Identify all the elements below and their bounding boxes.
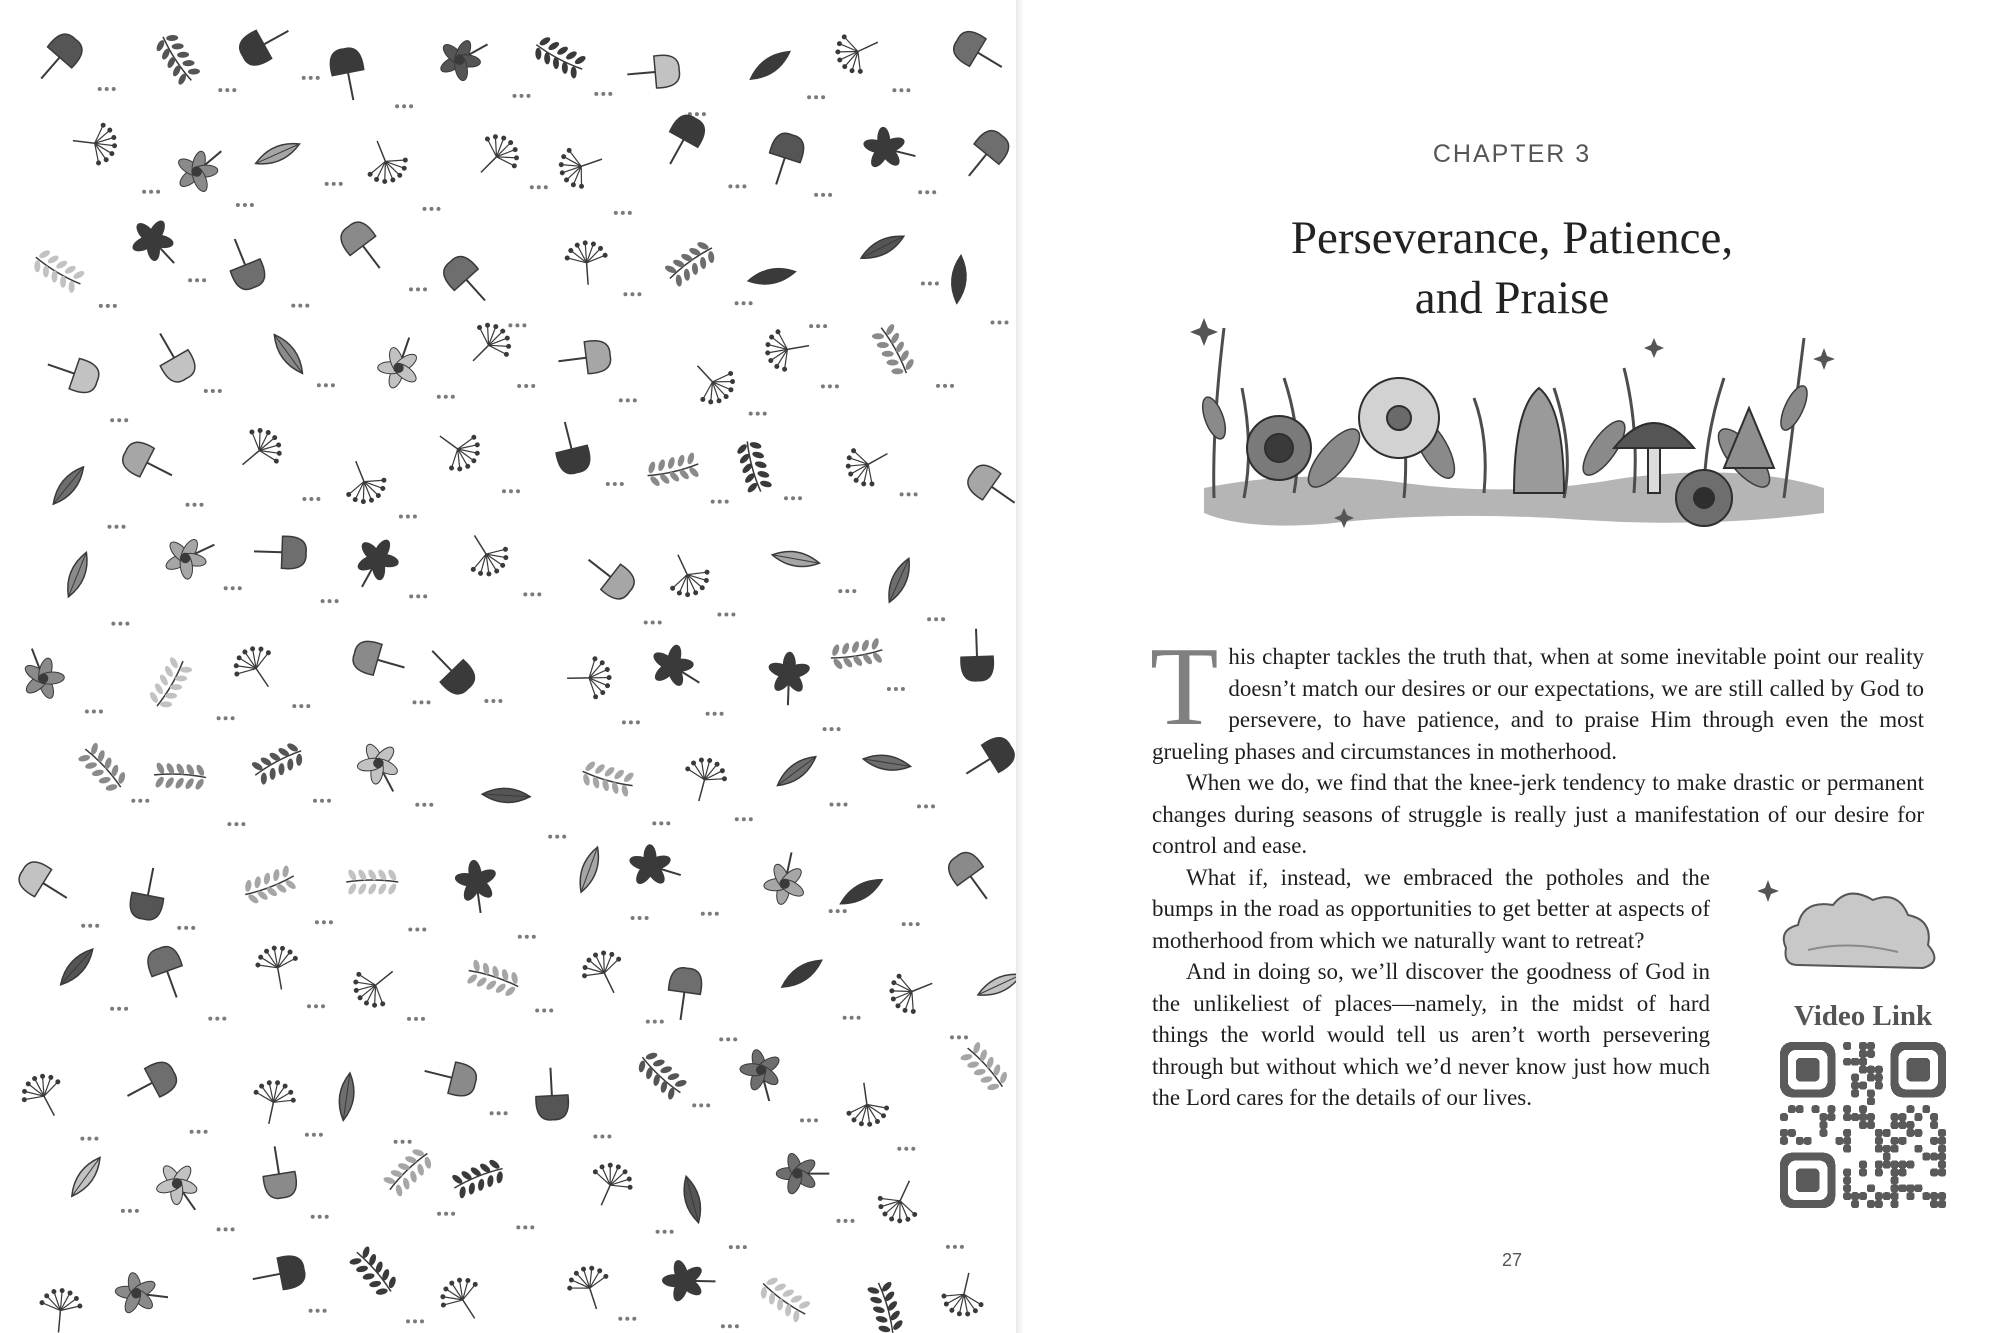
cloud-icon xyxy=(1758,870,1968,990)
floral-border-ornament xyxy=(1184,298,1844,538)
chapter-title-line-1: Perseverance, Patience, xyxy=(1290,212,1734,264)
chapter-page xyxy=(1024,0,2000,1333)
page-number: 27 xyxy=(1501,1250,1523,1270)
paragraph-1 xyxy=(1150,625,1924,767)
chapter-title-line-2: and Praise xyxy=(1414,272,1610,324)
paragraph-4: And in doing so, we’ll discover the goodness of God in the unlikeliest of places—namely, in the midst of hard things the world would tell us aren’t worth persevering through but without which we’d never know just how much the Lord cares for the details of our lives. xyxy=(1152,959,1710,1110)
page-gutter xyxy=(1016,0,1024,1333)
paragraph-3: What if, instead, we embraced the potholes and the bumps in the road as opportunities to get better at aspects of motherhood from which we naturally want to retreat? xyxy=(1152,864,1710,953)
paragraph-2: When we do, we find that the knee-jerk tendency to make drastic or permanent changes during seasons of struggle is really just a manifestation of our desire for control and ease. xyxy=(1152,770,1924,858)
video-link-block[interactable] xyxy=(1758,870,1968,1220)
paragraph-1-text: his chapter tackles the truth that, when at some inevitable point our reality doesn’t match our desires or our expectations, we are still called by God to persevere, to have patience, and to praise Him through even the most grueling phases and circumstances in motherhood. xyxy=(1152,644,1924,764)
video-link-label: Video Link xyxy=(1793,1000,1933,1032)
chapter-label: CHAPTER 3 xyxy=(1432,140,1592,168)
drop-cap: T xyxy=(1150,625,1219,749)
qr-code-icon[interactable] xyxy=(1780,1042,1946,1208)
